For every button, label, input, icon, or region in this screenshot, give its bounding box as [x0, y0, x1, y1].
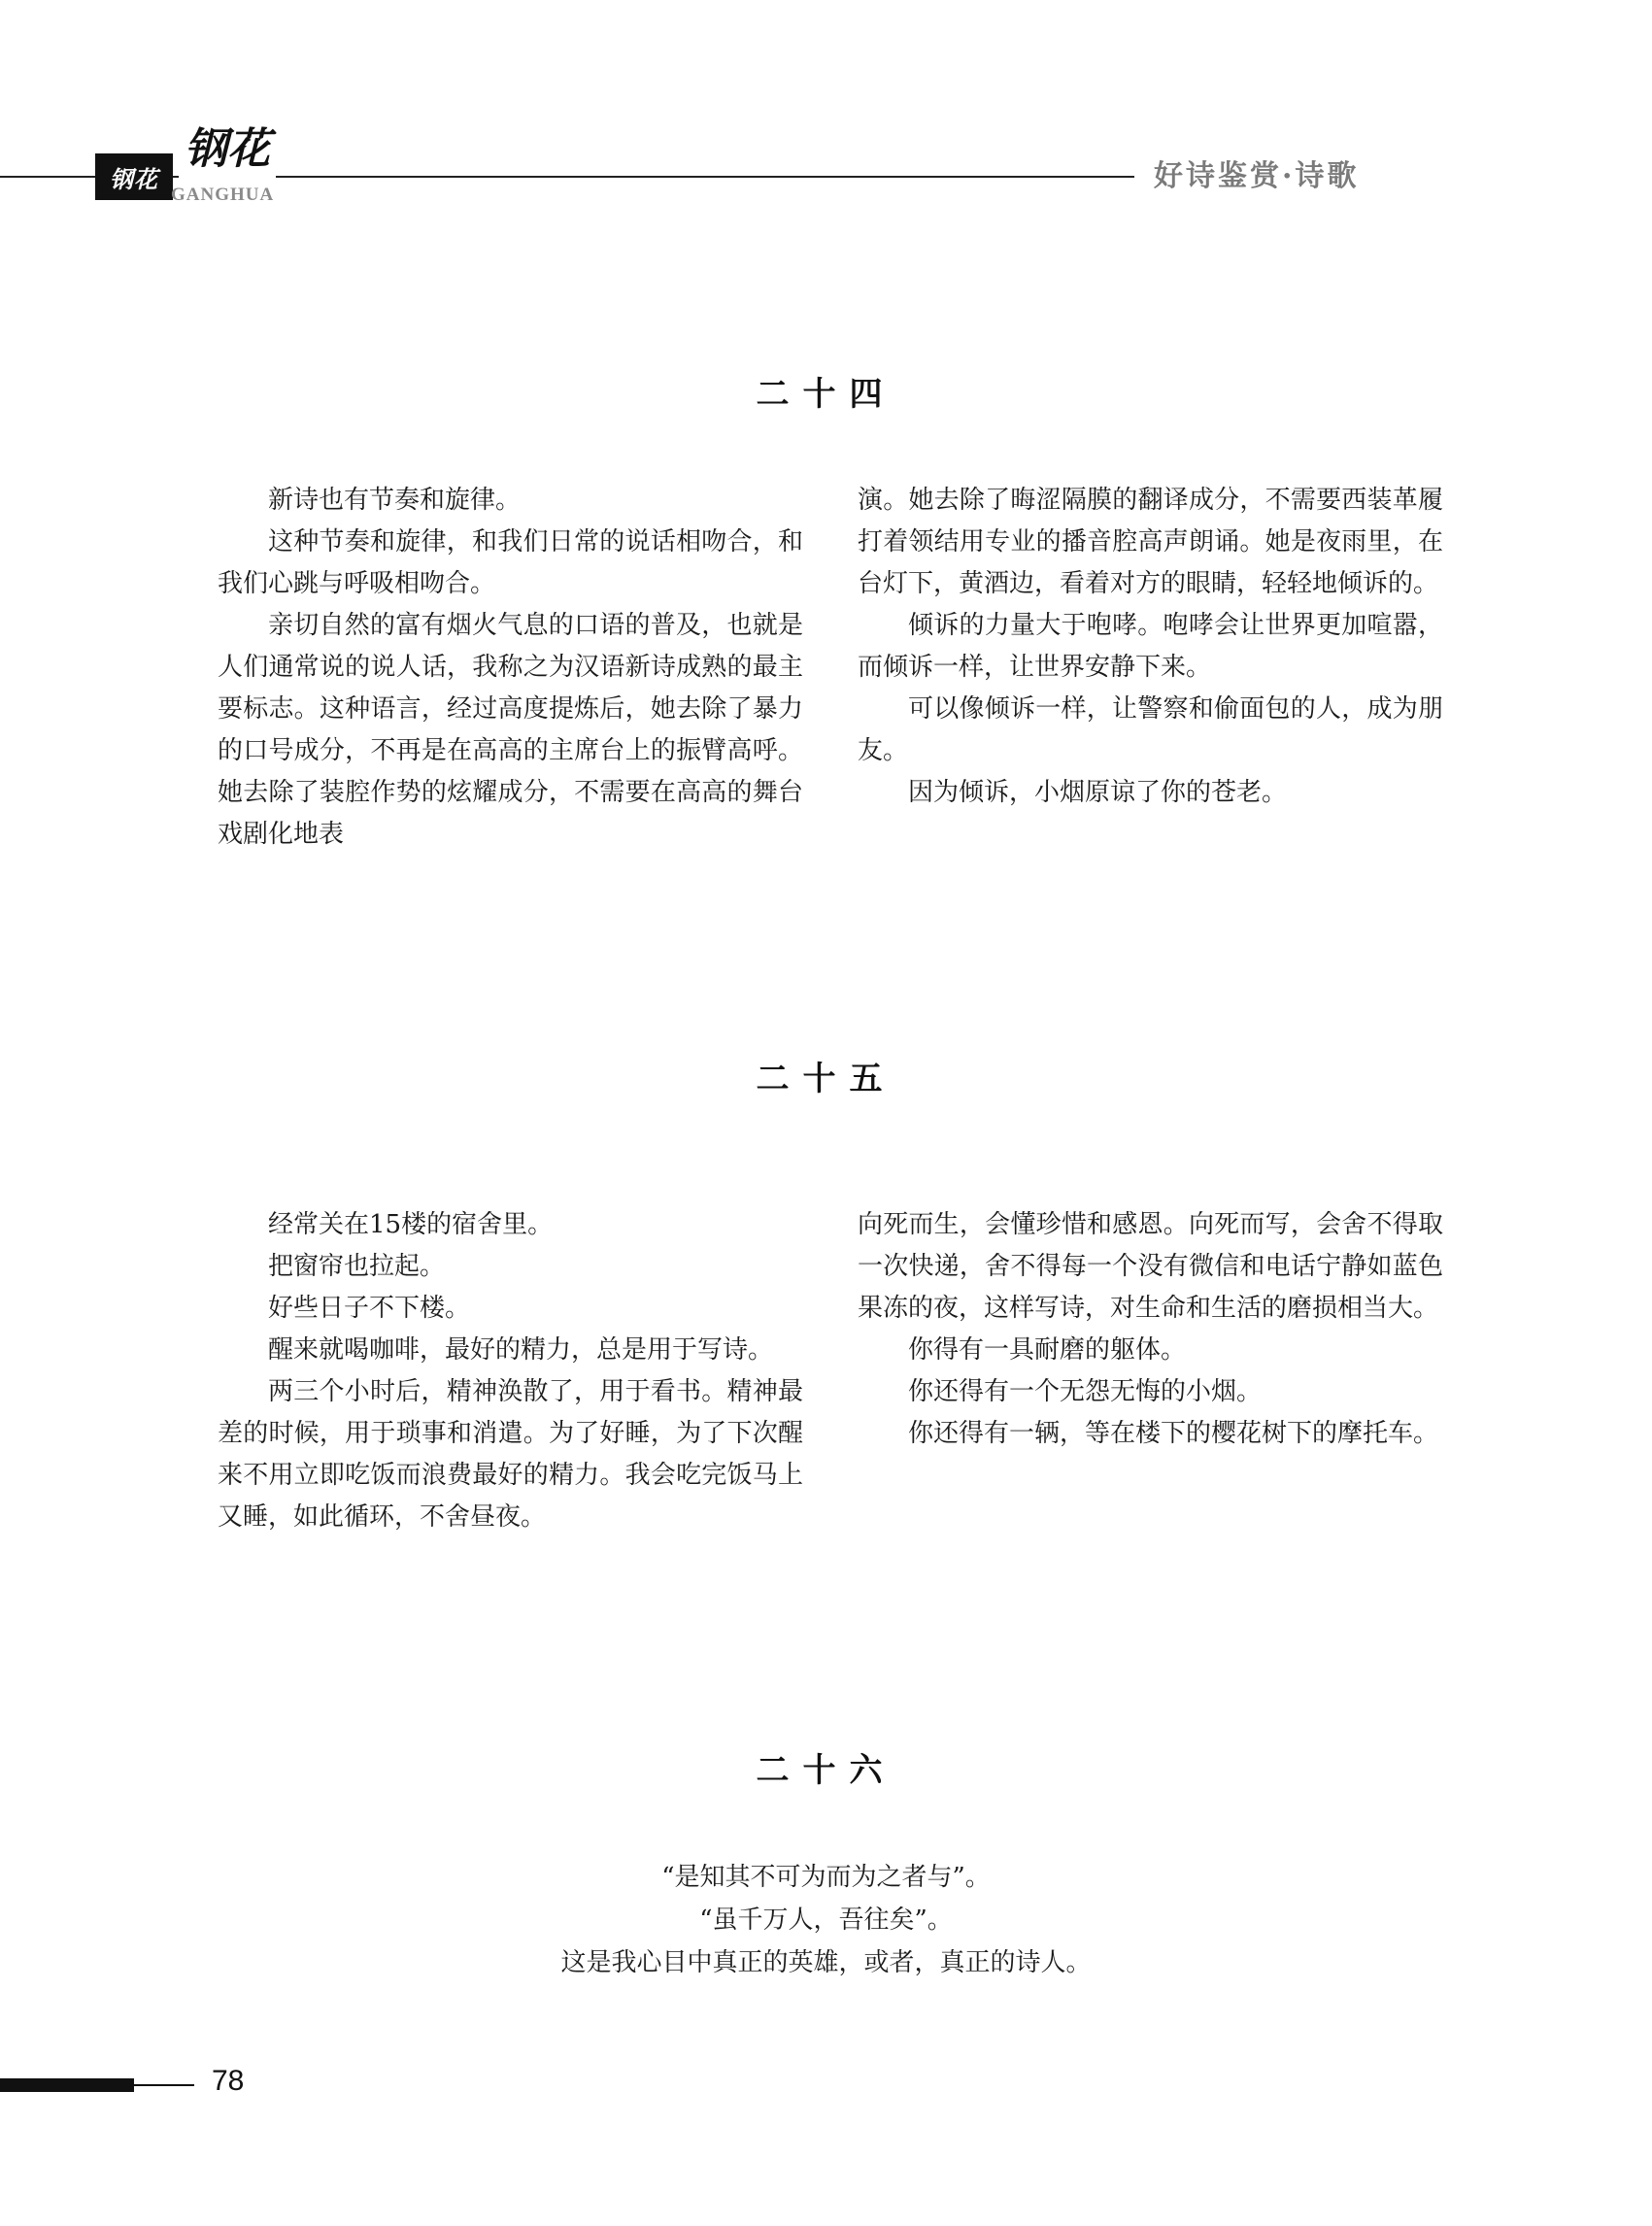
- paragraph: 这种节奏和旋律，和我们日常的说话相吻合，和我们心跳与呼吸相吻合。: [218, 527, 803, 598]
- section-24-right-column: [858, 480, 1443, 814]
- paragraph: 你还得有一个无怨无悔的小烟。: [908, 1377, 1263, 1406]
- paragraph: 可以像倾诉一样，让警察和偷面包的人，成为朋友。: [858, 694, 1443, 765]
- section-label: 好诗鉴赏·诗歌: [1154, 159, 1360, 193]
- page-number: 78: [212, 2065, 245, 2097]
- paragraph: 亲切自然的富有烟火气息的口语的普及，也就是人们通常说的说人话，我称之为汉语新诗成熟的最主要标志。这种语言，经过高度提炼后，她去除了暴力的口号成分，不再是在高高的主席台上的振臂高呼。她去除了装腔作势的炫耀成分，不需要在高高的舞台戏剧化地表: [218, 611, 803, 849]
- footer-rule: [134, 2084, 194, 2086]
- section-25-right-column: [858, 1204, 1443, 1455]
- magazine-brand-latin: GANGHUA: [171, 185, 275, 205]
- paragraph: 把窗帘也拉起。: [268, 1252, 446, 1281]
- footer-bar: [0, 2078, 134, 2092]
- section-title-26: 二十六: [756, 1751, 896, 1790]
- paragraph: 经常关在15楼的宿舍里。: [268, 1210, 554, 1239]
- section-title-25: 二十五: [756, 1060, 896, 1098]
- section-26-quote-block: [0, 1856, 1652, 1984]
- paragraph-continued: 演。她去除了晦涩隔膜的翻译成分，不需要西装革履打着领结用专业的播音腔高声朗诵。她是夜雨里，在台灯下，黄酒边，看着对方的眼睛，轻轻地倾诉的。: [858, 486, 1443, 598]
- magazine-brand: 钢花: [179, 120, 276, 179]
- paragraph: 你得有一具耐磨的躯体。: [908, 1335, 1187, 1365]
- magazine-logo-mark: 钢花: [95, 153, 173, 200]
- section-25-left-column: [218, 1204, 803, 1538]
- paragraph-continued: 向死而生，会懂珍惜和感恩。向死而写，会舍不得取一次快递，舍不得每一个没有微信和电话宁静如蓝色果冻的夜，这样写诗，对生命和生活的磨损相当大。: [858, 1210, 1443, 1323]
- section-title-24: 二十四: [756, 375, 896, 414]
- closing-line: 这是我心目中真正的英雄，或者，真正的诗人。: [560, 1948, 1092, 1977]
- paragraph: 两三个小时后，精神涣散了，用于看书。精神最差的时候，用于琐事和消遣。为了好睡，为了下次醒来不用立即吃饭而浪费最好的精力。我会吃完饭马上又睡，如此循环，不舍昼夜。: [218, 1377, 803, 1532]
- section-24-left-column: [218, 480, 803, 856]
- paragraph: 新诗也有节奏和旋律。: [268, 486, 522, 515]
- paragraph: 醒来就喝咖啡，最好的精力，总是用于写诗。: [268, 1335, 774, 1365]
- paragraph: 好些日子不下楼。: [268, 1294, 471, 1323]
- paragraph: 你还得有一辆，等在楼下的樱花树下的摩托车。: [908, 1419, 1439, 1448]
- quote-line: “是知其不可为而为之者与”。: [661, 1863, 991, 1892]
- quote-line: “虽千万人，吾往矣”。: [699, 1906, 953, 1935]
- paragraph: 倾诉的力量大于咆哮。咆哮会让世界更加喧嚣，而倾诉一样，让世界安静下来。: [858, 611, 1443, 682]
- paragraph: 因为倾诉，小烟原谅了你的苍老。: [908, 778, 1288, 807]
